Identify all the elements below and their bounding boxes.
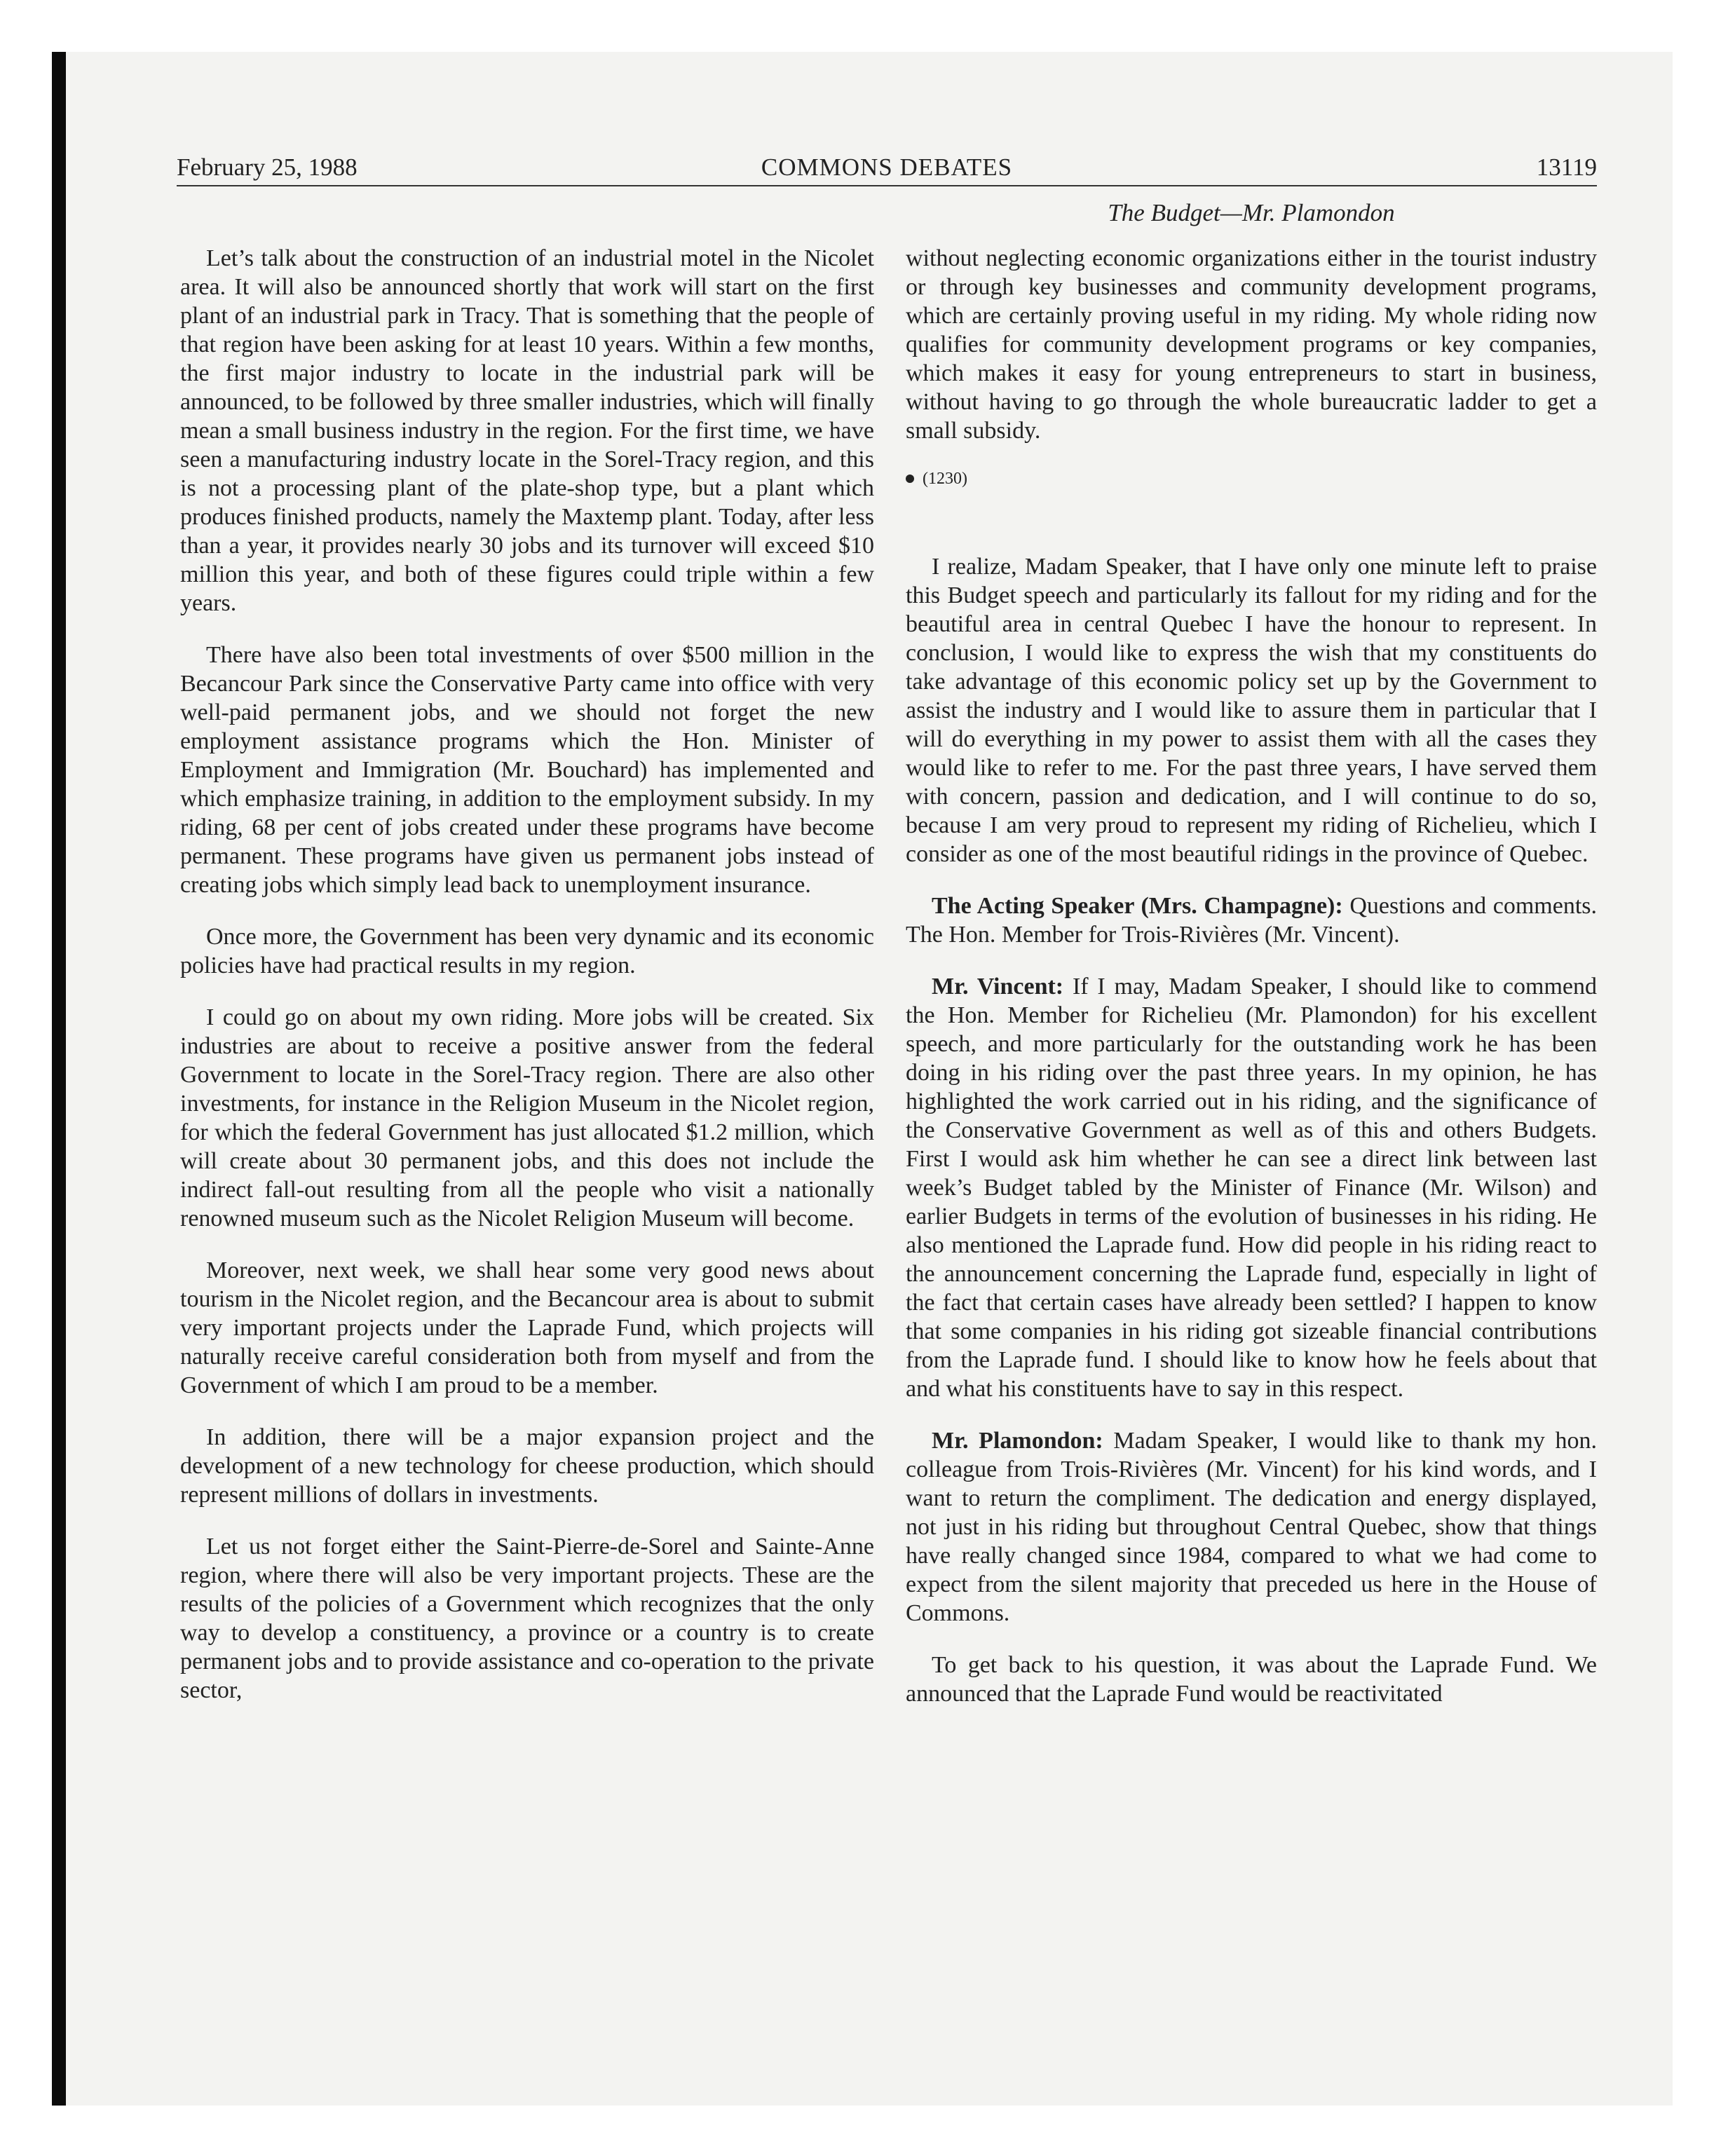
page-header xyxy=(177,150,1597,186)
speech xyxy=(906,892,1597,949)
paragraph: I realize, Madam Speaker, that I have only one minute left to praise this Budget speech and particularly its fallout for my riding and for the beautiful area in central Quebec I have the honour to represent. In conclusion, I would like to express the wish that my constituents do take advantage of this economic policy set up by the Government to assist the industry and I would like to assure them in particular that I will do everything in my power to assist them with all the cases they would like to refer to me. For the past three years, I have served them with concern, passion and dedication, and I will continue to do so, because I am very proud to represent my riding of Richelieu, which I consider as one of the most beautiful ridings in the province of Quebec. xyxy=(906,554,1597,867)
speech xyxy=(906,1426,1597,1628)
header-page-number: 13119 xyxy=(1536,153,1597,181)
speech xyxy=(906,972,1597,1403)
paragraph: Once more, the Government has been very dynamic and its economic policies have had practical results in my region. xyxy=(180,924,874,978)
speaker-name: Mr. Plamondon: xyxy=(932,1428,1103,1454)
speech-text: Madam Speaker, I would like to thank my hon. colleague from Trois-Rivières (Mr. Vincent) for his kind words, and I want to return the compliment. The dedication and energy displayed, not just in his riding but throughout Central Quebec, show that things have really changed since 1984, compared to what we had come to expect from the silent majority that preceded us here in the House of Commons. xyxy=(906,1428,1597,1626)
paragraph: To get back to his question, it was about the Laprade Fund. We announced that the Laprade Fund would be reactivitated xyxy=(906,1652,1597,1707)
header-publication: COMMONS DEBATES xyxy=(761,153,1013,181)
bullet-icon xyxy=(906,475,914,483)
running-head: The Budget—Mr. Plamondon xyxy=(1108,199,1395,226)
paragraph: Let us not forget either the Saint-Pierre-de-Sorel and Sainte-Anne region, where there will also be very important projects. These are the results of the policies of a Government which recognizes that the only way to develop a constituency, a province or a country is to create permanent jobs and to provide assistance and co-operation to the private sector, xyxy=(180,1534,874,1703)
paragraph: In addition, there will be a major expansion project and the development of a new technology for cheese production, which should represent millions of dollars in investments. xyxy=(180,1424,874,1508)
speaker-name: Mr. Vincent: xyxy=(932,974,1064,999)
right-column xyxy=(906,244,1597,1708)
paragraph: I could go on about my own riding. More jobs will be created. Six industries are about to receive a positive answer from the federal Government to locate in the Sorel-Tracy region. There are also other investments, for instance in the Religion Museum in the Nicolet region, for which the federal Government has just allocated $1.2 million, which will create about 30 permanent jobs, and this does not include the indirect fall-out resulting from all the people who visit a nationally renowned museum such as the Nicolet Religion Museum will become. xyxy=(180,1004,874,1231)
paragraph: There have also been total investments of over $500 million in the Becancour Park since the Conservative Party came into office with very well-paid permanent jobs, and we should not forget the new employment assistance programs which the Hon. Minister of Employment and Immigration (Mr. Bouchard) has implemented and which emphasize training, in addition to the employment subsidy. In my riding, 68 per cent of jobs created under these programs have become permanent. These programs have given us permanent jobs instead of creating jobs which simply lead back to unemployment insurance. xyxy=(180,642,874,898)
paragraph: Let’s talk about the construction of an industrial motel in the Nicolet area. It will also be announced shortly that work will start on the first plant of an industrial park in Tracy. That is something that the people of that region have been asking for at least 10 years. Within a few months, the first major industry to locate in the industrial park will be announced, to be followed by three smaller industries, which will finally mean a small business industry in the region. For the first time, we have seen a manufacturing industry locate in the Sorel-Tracy region, and this is not a processing plant of the plate-shop type, but a plant which produces finished products, namely the Maxtemp plant. Today, after less than a year, it provides nearly 30 jobs and its turnover will exceed $10 million this year, and both of these figures could triple within a few years. xyxy=(180,245,874,616)
left-column xyxy=(180,244,874,1705)
continuation-paragraph: without neglecting economic organizations either in the tourist industry or through key businesses and community development programs, which are certainly proving useful in my riding. My whole riding now qualifies for community development programs or key companies, which makes it easy for young entrepreneurs to start in business, without having to go through the whole bureaucratic ladder to get a small subsidy. xyxy=(906,245,1597,444)
scan-binding-edge xyxy=(52,52,66,2106)
speaker-name: The Acting Speaker (Mrs. Champagne): xyxy=(932,893,1343,919)
speech-text: If I may, Madam Speaker, I should like to commend the Hon. Member for Richelieu (Mr. Plamondon) for his excellent speech, and more particularly for the outstanding work he has been doing in his riding over the past three years. In my opinion, he has highlighted the work carried out in his riding, and the significance of the Conservative Government as well as of this and others Budgets. First I would ask him whether he can see a direct link between last week’s Budget tabled by the Minister of Finance (Mr. Wilson) and earlier Budgets in terms of the evolution of businesses in his riding. He also mentioned the Laprade fund. How did people in his riding react to the announcement concerning the Laprade fund, especially in light of the fact that certain cases have already been settled? I happen to know that some companies in his riding got sizeable financial contributions from the Laprade fund. I should like to know how he feels about that and what his constituents have to say in this respect. xyxy=(906,974,1597,1402)
time-marker-label: (1230) xyxy=(923,470,967,488)
time-marker xyxy=(906,468,1597,489)
header-date: February 25, 1988 xyxy=(177,153,358,181)
paragraph: Moreover, next week, we shall hear some very good news about tourism in the Nicolet region, and the Becancour area is about to submit very important projects under the Laprade Fund, which projects will naturally receive careful consideration both from myself and from the Government of which I am proud to be a member. xyxy=(180,1257,874,1398)
speech-text: Questions and comments. The Hon. Member for Trois-Rivières (Mr. Vincent). xyxy=(906,893,1598,948)
